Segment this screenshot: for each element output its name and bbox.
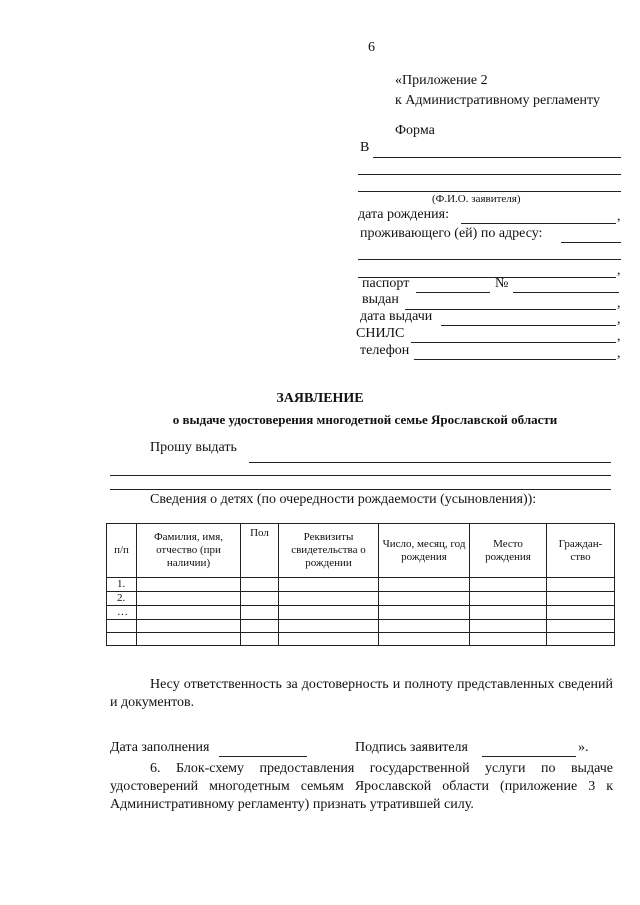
fill-date-field[interactable] xyxy=(219,756,307,757)
comma: , xyxy=(617,346,621,361)
comma: , xyxy=(617,209,621,224)
row-number: 1. xyxy=(107,578,137,592)
address-field-2[interactable] xyxy=(358,259,621,260)
table-header-row xyxy=(107,524,615,578)
col-birth-place: Место рождения xyxy=(470,524,547,578)
passport-number-field[interactable] xyxy=(513,292,619,293)
children-table xyxy=(106,523,615,646)
passport-series-field[interactable] xyxy=(416,292,490,293)
point-6-text: 6. Блок-схему предоставления государственной услуги по выдаче удостоверений многодетным семьям Ярославской области (приложение 3 к Административному регламенту) признать утратившей силу. xyxy=(110,761,613,812)
col-birth-certificate: Реквизиты свидетельства о рождении xyxy=(279,524,379,578)
request-field-3[interactable] xyxy=(110,489,611,490)
issued-field[interactable] xyxy=(405,309,616,310)
table-row xyxy=(107,633,615,646)
issue-date-label: дата выдачи xyxy=(360,309,433,324)
snils-label: СНИЛС xyxy=(356,326,405,341)
col-gender: Пол xyxy=(241,524,279,578)
document-title: ЗАЯВЛЕНИЕ xyxy=(276,391,364,406)
col-citizenship: Граждан-ство xyxy=(547,524,615,578)
addressee-line-3[interactable] xyxy=(358,191,621,192)
table-row xyxy=(107,578,615,592)
children-caption: Сведения о детях (по очередности рождаемости (усыновления)): xyxy=(150,492,537,507)
birth-date-field[interactable] xyxy=(461,223,616,224)
phone-label: телефон xyxy=(360,343,410,358)
col-birth-date: Число, месяц, год рождения xyxy=(379,524,470,578)
comma: , xyxy=(617,329,621,344)
table-row xyxy=(107,620,615,633)
passport-label: паспорт xyxy=(362,276,410,291)
row-number: 2. xyxy=(107,592,137,606)
signature-field[interactable] xyxy=(482,756,576,757)
issued-label: выдан xyxy=(362,292,399,307)
request-field-1[interactable] xyxy=(249,462,611,463)
request-label: Прошу выдать xyxy=(150,440,237,455)
fill-date-label: Дата заполнения xyxy=(110,740,210,755)
col-number: п/п xyxy=(107,524,137,578)
phone-field[interactable] xyxy=(414,359,616,360)
table-row xyxy=(107,606,615,620)
snils-field[interactable] xyxy=(411,342,616,343)
residing-label: проживающего (ей) по адресу: xyxy=(360,226,543,241)
row-number: … xyxy=(107,606,137,620)
signature-label: Подпись заявителя xyxy=(355,740,468,755)
col-fio: Фамилия, имя, отчество (при наличии) xyxy=(137,524,241,578)
table-row xyxy=(107,592,615,606)
addressee-line-2[interactable] xyxy=(358,174,621,175)
appendix-line-2: к Административному регламенту xyxy=(395,93,600,108)
comma: , xyxy=(617,263,621,278)
fio-caption: (Ф.И.О. заявителя) xyxy=(432,193,521,205)
comma: , xyxy=(617,296,621,311)
document-subtitle: о выдаче удостоверения многодетной семье Ярославской области xyxy=(172,412,558,427)
responsibility-text: Несу ответственность за достоверность и полноту представленных сведений и документов. xyxy=(110,677,613,710)
number-sign: № xyxy=(495,276,509,291)
row-number xyxy=(107,620,137,633)
addressee-line-1[interactable] xyxy=(373,157,621,158)
row-number xyxy=(107,633,137,646)
request-field-2[interactable] xyxy=(110,475,611,476)
address-field-1[interactable] xyxy=(561,242,621,243)
to-prefix: В xyxy=(360,140,370,155)
issue-date-field[interactable] xyxy=(441,325,616,326)
form-label: Форма xyxy=(395,123,435,138)
comma: , xyxy=(617,312,621,327)
page-number: 6 xyxy=(368,40,375,55)
closing-quote: ». xyxy=(578,740,589,755)
birth-date-label: дата рождения: xyxy=(358,207,449,222)
appendix-line-1: «Приложение 2 xyxy=(395,73,488,88)
